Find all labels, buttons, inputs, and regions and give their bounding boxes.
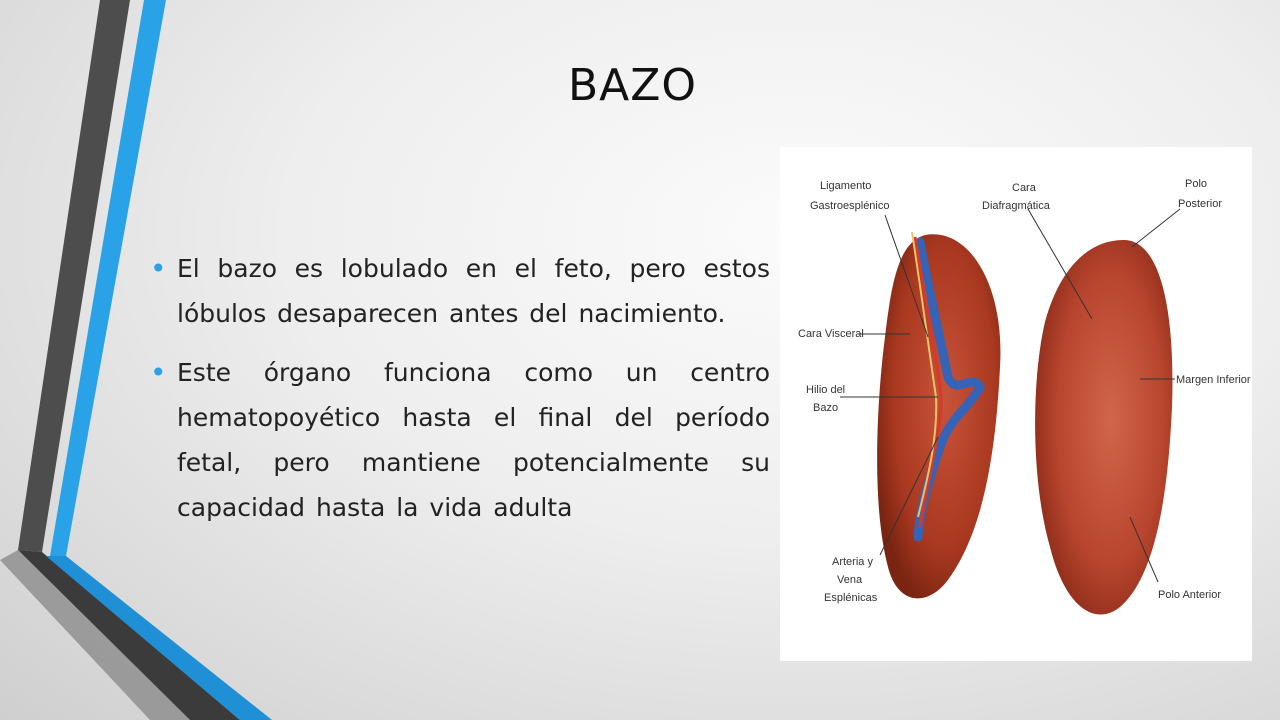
label-ligamento-2: Gastroesplénico (810, 200, 890, 212)
label-arteria-2: Vena (837, 574, 863, 586)
label-polo-posterior-2: Posterior (1178, 198, 1223, 210)
label-hilio-1: Hilio del (806, 384, 846, 396)
slide-title: BAZO (567, 60, 698, 111)
bullet-icon: • (150, 356, 167, 389)
label-cara-diafragmatica-1: Cara (1012, 182, 1036, 194)
label-cara-visceral: Cara Visceral (798, 328, 864, 340)
bullet-text: El bazo es lobulado en el feto, pero estos lóbulos desaparecen antes del nacimiento. (177, 254, 770, 328)
bullet-item (150, 350, 770, 530)
label-arteria-1: Arteria y (832, 556, 873, 568)
bullet-list (150, 246, 770, 544)
spleen-anatomy-figure (780, 147, 1252, 661)
label-arteria-3: Esplénicas (824, 592, 878, 604)
spleen-illustration (780, 147, 1252, 661)
label-hilio-2: Bazo (813, 402, 839, 414)
spleen-diaphragmatic-face (1035, 240, 1172, 615)
bullet-text: Este órgano funciona como un centro hematopoyético hasta el final del período fetal, pero mantiene potencialmente su capacidad hasta la vida adulta (177, 358, 770, 522)
label-margen-inferior: Margen Inferior (1176, 374, 1251, 386)
bullet-item (150, 246, 770, 336)
label-polo-anterior: Polo Anterior (1158, 589, 1221, 601)
label-ligamento-1: Ligamento (820, 180, 872, 192)
label-polo-posterior-1: Polo (1185, 178, 1208, 190)
label-cara-diafragmatica-2: Diafragmática (982, 200, 1050, 212)
bullet-icon: • (150, 252, 167, 285)
